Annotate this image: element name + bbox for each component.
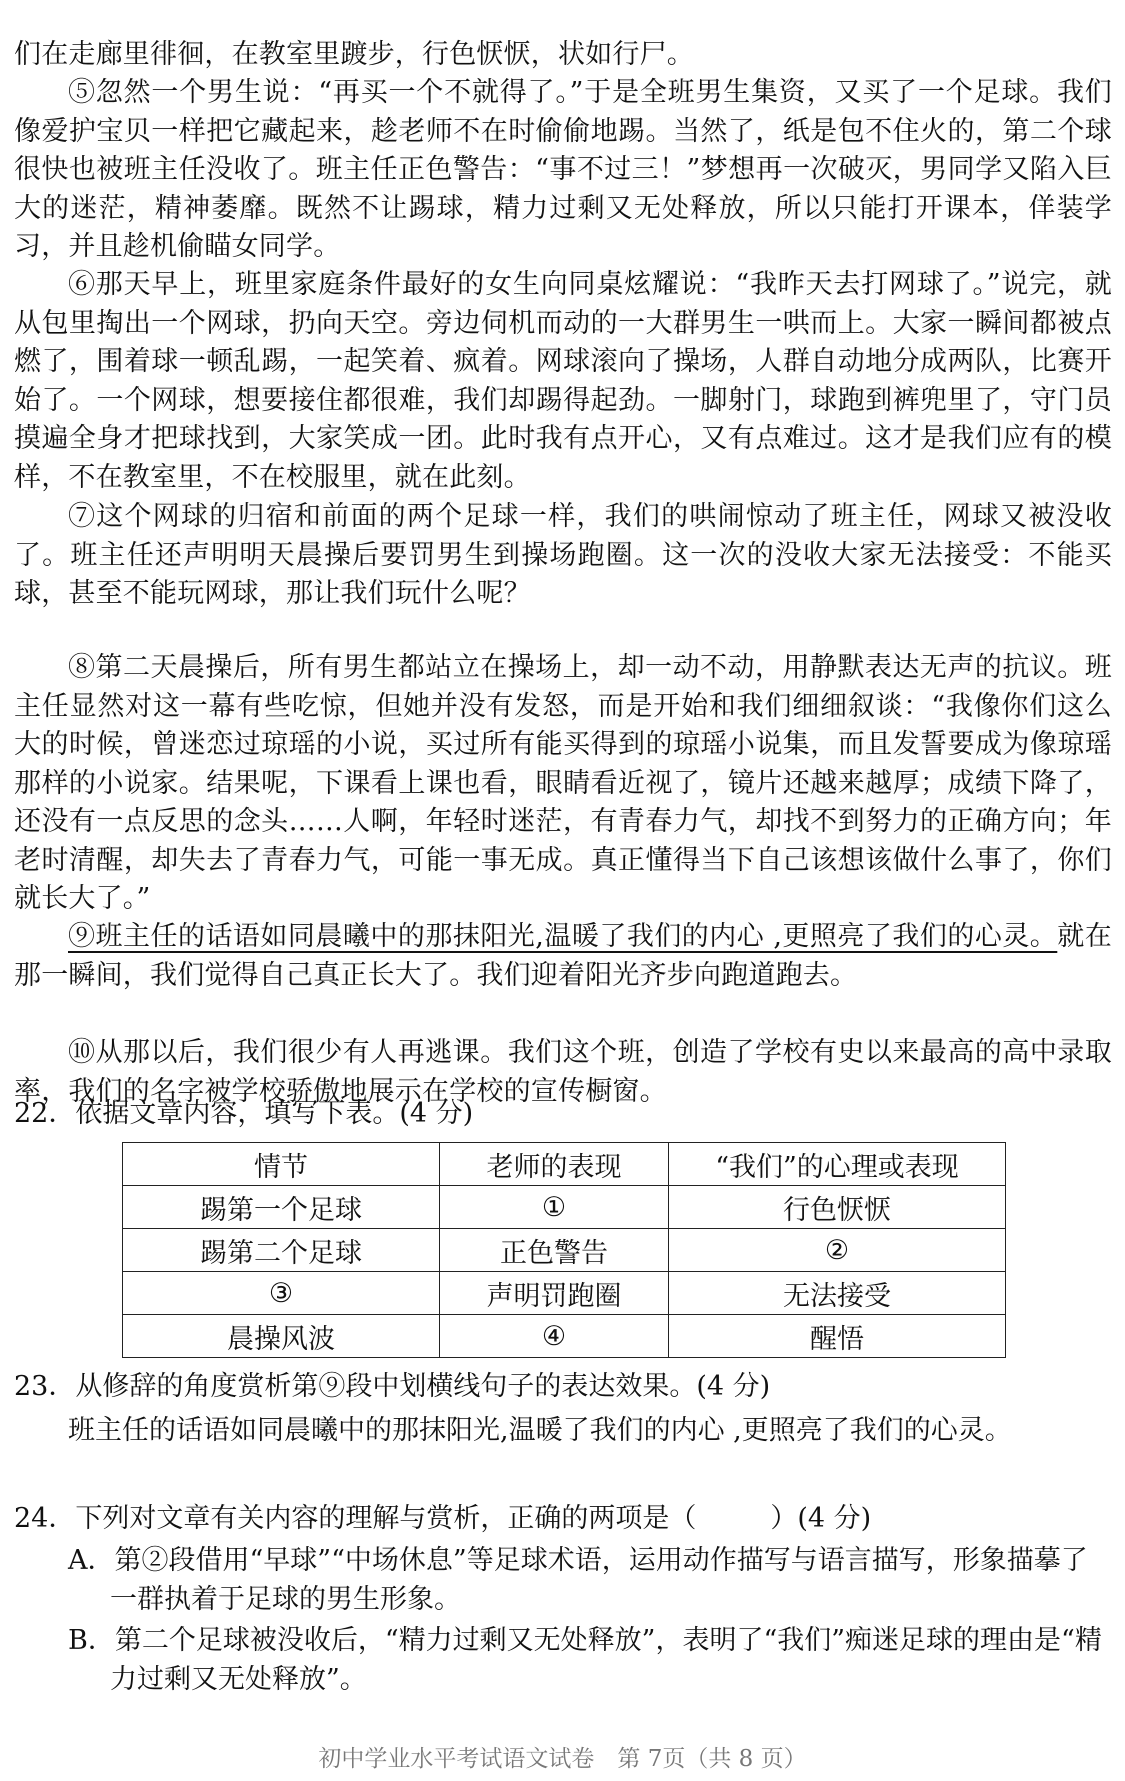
table-cell: 无法接受 [669,1272,1006,1315]
table-header-cell: “我们”的心理或表现 [669,1143,1006,1186]
table-header-cell: 情节 [123,1143,440,1186]
table-cell: 晨操风波 [123,1315,440,1358]
table-cell: 踢第一个足球 [123,1186,440,1229]
question-23-sentence: 班主任的话语如同晨曦中的那抹阳光,温暖了我们的内心 ,更照亮了我们的心灵。 [68,1415,1012,1446]
paragraph-6: ⑥那天早上，班里家庭条件最好的女生向同桌炫耀说：“我昨天去打网球了。”说完，就从包里掏出一个网球，扔向天空。旁边伺机而动的一大群男生一哄而上。大家一瞬间都被点燃了，围着球一顿乱踢，一起笑着、疯着。网球滚向了操场，人群自动地分成两队，比赛开始了。一个网球，想要接住都很难，我们却踢得起劲。一脚射门，球跑到裤兜里了，守门员摸遍全身才把球找到，大家笑成一团。此时我有点开心，又有点难过。这才是我们应有的模样，不在教室里，不在校服里，就在此刻。 [14,269,1112,493]
question-24-prompt: 24．下列对文章有关内容的理解与赏析，正确的两项是（ [14,1503,697,1534]
table-cell: 行色恹恹 [669,1186,1006,1229]
table-cell: ① [440,1186,669,1229]
table-cell: 正色警告 [440,1229,669,1272]
paragraph-9-rest: 就在那一瞬间，我们觉得自己真正长大了。我们迎着阳光齐步向跑道跑去。 [14,921,1112,991]
option-a: A．第②段借用“早球”“中场休息”等足球术语，运用动作描写与语言描写，形象描摹了一群执着于足球的男生形象。 [68,1545,1088,1615]
table-header-cell: 老师的表现 [440,1143,669,1186]
table-row [123,1272,1006,1315]
table-cell: ③ [123,1272,440,1315]
paragraph-9 [14,918,1112,995]
question-22-title: 22．依据文章内容，填写下表。(4 分) [14,1098,474,1129]
paragraph-7: ⑦这个网球的归宿和前面的两个足球一样，我们的哄闹惊动了班主任，网球又被没收了。班主任还声明明天晨操后要罚男生到操场跑圈。这一次的没收大家无法接受：不能买球，甚至不能玩网球，那让我们玩什么呢？ [14,501,1112,609]
question-24-points: ）(4 分) [770,1503,872,1534]
table-cell: 踢第二个足球 [123,1229,440,1272]
table-row [123,1186,1006,1229]
table-row [123,1229,1006,1272]
paragraph-continued: 们在走廊里徘徊，在教室里踱步，行色恹恹，状如行尸。 [14,39,694,70]
table-row [123,1315,1006,1358]
question-24-title [14,1500,1112,1539]
table-cell: ② [669,1229,1006,1272]
table-cell: 醒悟 [669,1315,1006,1358]
underlined-sentence: ⑨班主任的话语如同晨曦中的那抹阳光,温暖了我们的内心 ,更照亮了我们的心灵。 [68,921,1058,952]
table-cell: 声明罚跑圈 [440,1272,669,1315]
answer-table [122,1142,1006,1358]
option-b: B．第二个足球被没收后，“精力过剩又无处释放”，表明了“我们”痴迷足球的理由是“精力过剩又无处释放”。 [68,1625,1102,1695]
page-footer: 初中学业水平考试语文试卷 第 7页（共 8 页） [318,1746,807,1772]
paragraph-5: ⑤忽然一个男生说：“再买一个不就得了。”于是全班男生集资，又买了一个足球。我们像爱护宝贝一样把它藏起来，趁老师不在时偷偷地踢。当然了，纸是包不住火的，第二个球很快也被班主任没收了。班主任正色警告：“事不过三！”梦想再一次破灭，男同学又陷入巨大的迷茫，精神萎靡。既然不让踢球，精力过剩又无处释放，所以只能打开课本，佯装学习，并且趁机偷瞄女同学。 [14,77,1112,262]
table-cell: ④ [440,1315,669,1358]
paragraph-10: ⑩从那以后，我们很少有人再逃课。我们这个班，创造了学校有史以来最高的高中录取率，我们的名字被学校骄傲地展示在学校的宣传橱窗。 [14,1037,1112,1107]
question-23-title: 23．从修辞的角度赏析第⑨段中划横线句子的表达效果。(4 分) [14,1371,771,1402]
table-header-row [123,1143,1006,1186]
paragraph-8: ⑧第二天晨操后，所有男生都站立在操场上，却一动不动，用静默表达无声的抗议。班主任显然对这一幕有些吃惊，但她并没有发怒，而是开始和我们细细叙谈：“我像你们这么大的时候，曾迷恋过琼瑶的小说，买过所有能买得到的琼瑶小说集，而且发誓要成为像琼瑶那样的小说家。结果呢，下课看上课也看，眼睛看近视了，镜片还越来越厚；成绩下降了，还没有一点反思的念头……人啊，年轻时迷茫，有青春力气，却找不到努力的正确方向；年老时清醒，却失去了青春力气，可能一事无成。真正懂得当下自己该想该做什么事了，你们就长大了。” [14,652,1112,914]
